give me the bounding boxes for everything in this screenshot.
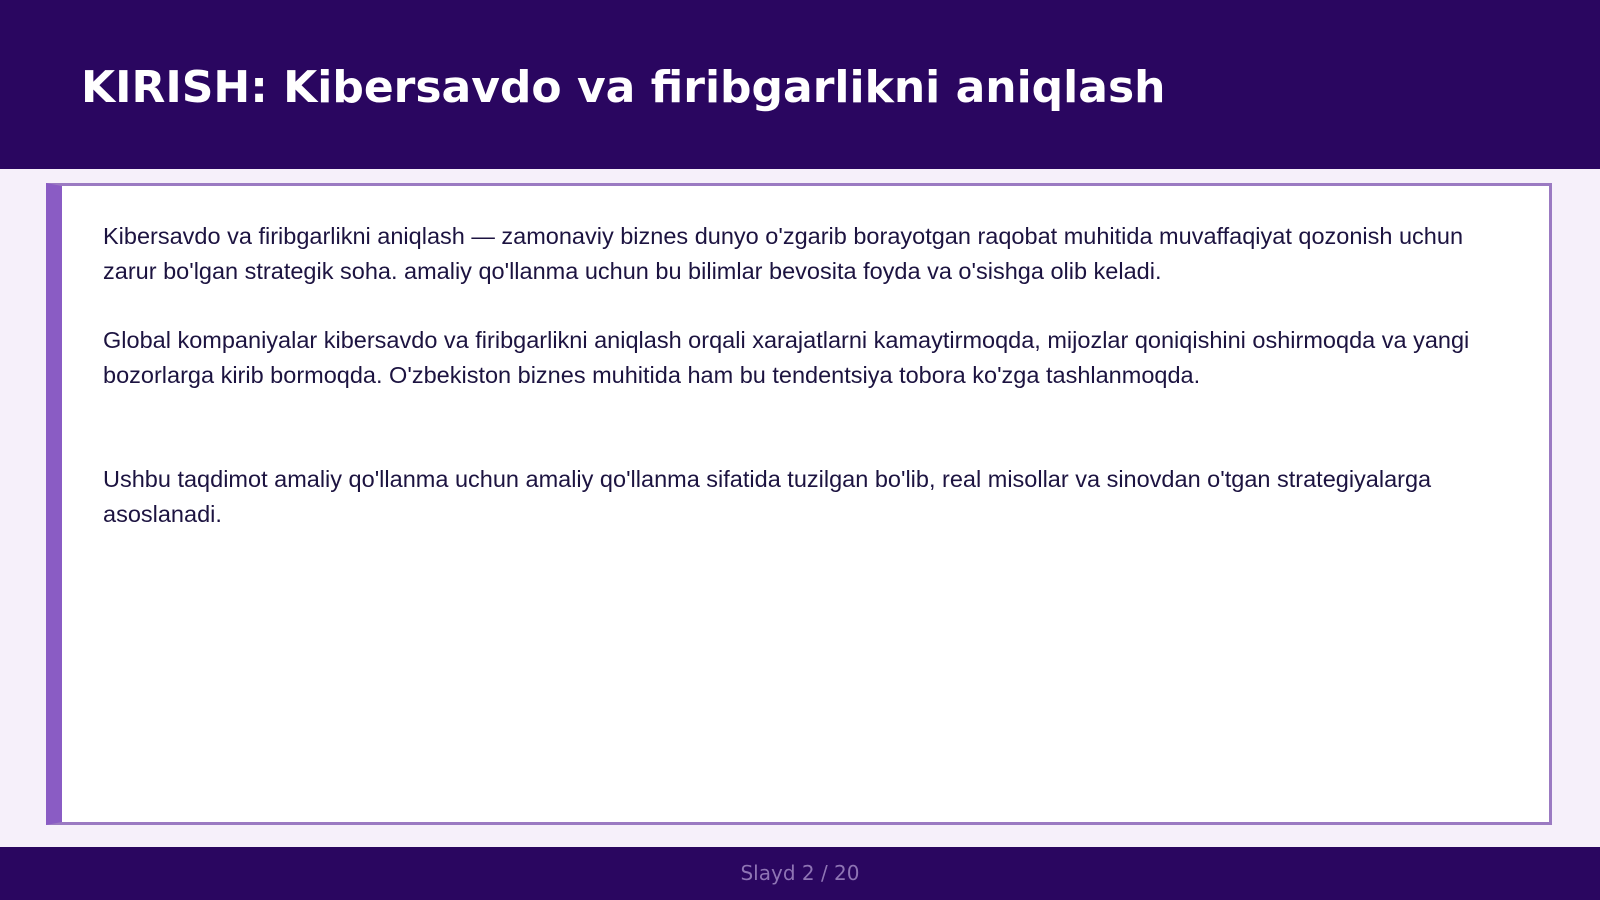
paragraph-global-companies: Global kompaniyalar kibersavdo va firibgarlikni aniqlash orqali xarajatlarni kamaytirmoqda, mijozlar qoniqishini oshirmoqda va yangi bozorlarga kirib bormoqda. O'zbekiston biznes muhitida ham bu tendentsiya tobora ko'zga tashlanmoqda.	[103, 327, 1470, 388]
paragraph-presentation-purpose: Ushbu taqdimot amaliy qo'llanma uchun amaliy qo'llanma sifatida tuzilgan bo'lib, real misollar va sinovdan o'tgan strategiyalarga asoslanadi.	[103, 466, 1432, 527]
content-box	[46, 183, 1552, 825]
slide-title: KIRISH: Kibersavdo va firibgarlikni aniqlash	[81, 62, 1166, 113]
slide-header	[0, 0, 1600, 169]
slide-footer	[0, 847, 1600, 900]
slide-counter: Slayd 2 / 20	[740, 861, 860, 885]
paragraph-intro: Kibersavdo va firibgarlikni aniqlash — zamonaviy biznes dunyo o'zgarib borayotgan raqobat muhitida muvaffaqiyat qozonish uchun zarur bo'lgan strategik soha. amaliy qo'llanma uchun bu bilimlar bevosita foyda va o'sishga olib keladi.	[103, 223, 1464, 284]
